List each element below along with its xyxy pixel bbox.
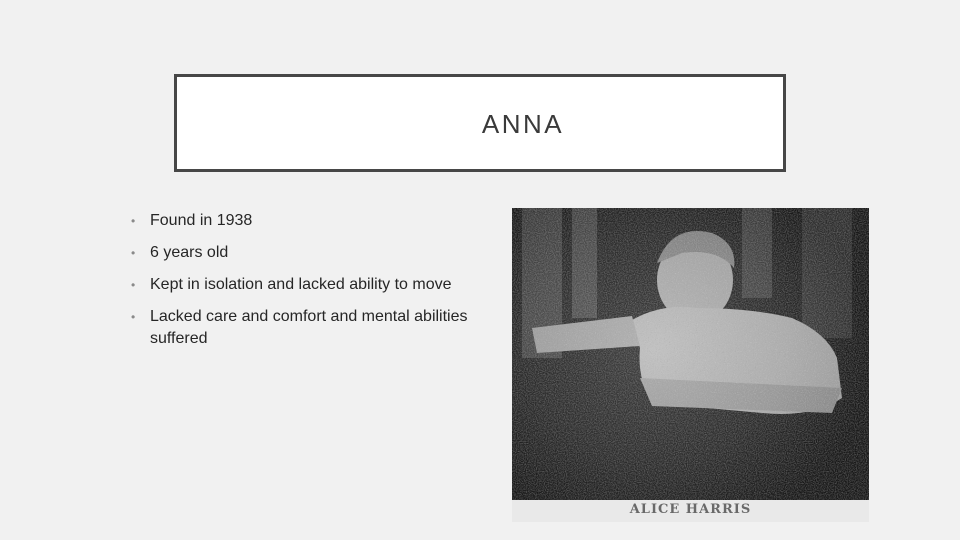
bullet-text: Kept in isolation and lacked ability to move [150, 276, 452, 293]
slide-title: ANNA [481, 109, 565, 139]
bullet-text: 6 years old [150, 244, 229, 261]
bullet-list [130, 210, 470, 360]
bullet-marker: • [131, 214, 136, 228]
photo-caption-strip [512, 500, 869, 522]
child-photo [512, 208, 869, 522]
bullet-item [130, 210, 470, 232]
photograph-icon [512, 208, 869, 522]
bullet-marker: • [131, 246, 136, 260]
bullet-item [130, 242, 470, 264]
photo-caption: ALICE HARRIS [629, 502, 752, 517]
title-box [174, 74, 786, 172]
bullet-marker: • [131, 278, 136, 292]
bullet-item [130, 274, 470, 296]
bullet-marker: • [131, 310, 136, 324]
bullet-text: Found in 1938 [150, 212, 253, 229]
bullet-item [130, 306, 470, 350]
bullet-text: Lacked care and comfort and mental abilities suffered [150, 308, 468, 347]
